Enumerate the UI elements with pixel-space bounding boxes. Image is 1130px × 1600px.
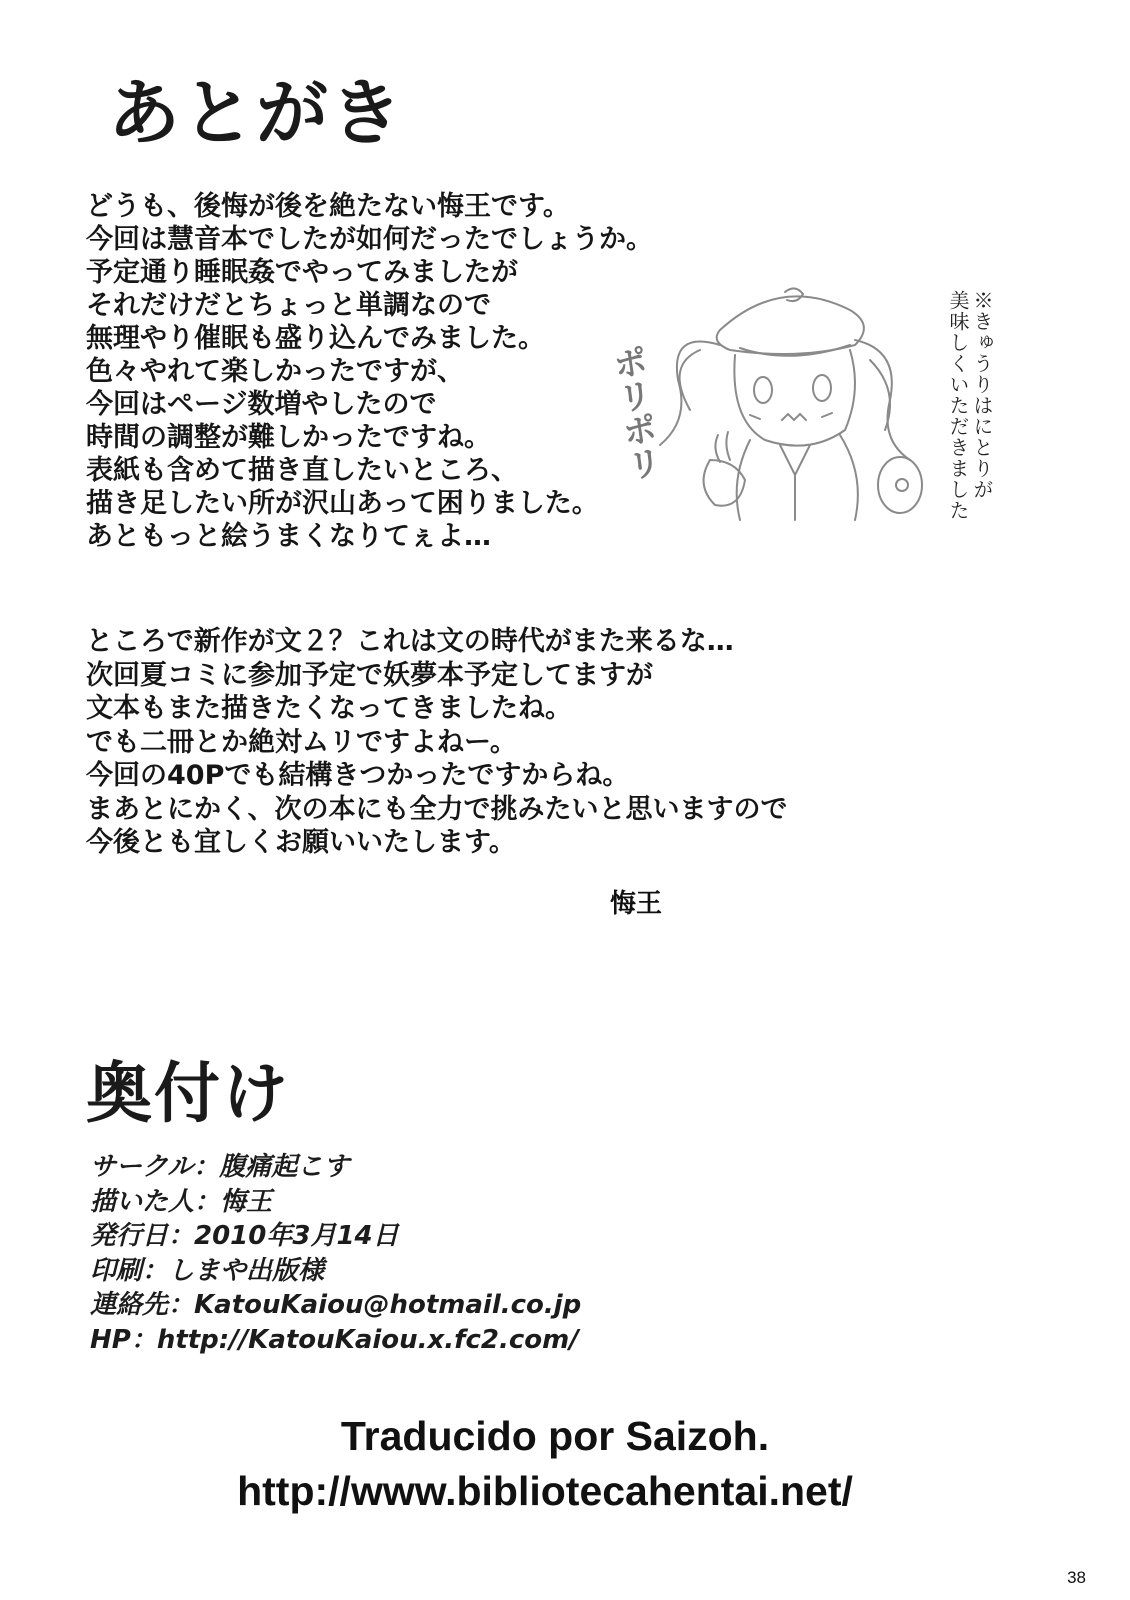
afterword-line: ところで新作が文２？これは文の時代がまた来るな… [86,626,734,657]
afterword-line: 今回の40Pでも結構きつかったですからね。 [86,760,630,791]
afterword-line: 時間の調整が難しかったですね。 [86,422,491,453]
scanlation-site-url: http://www.bibliotecahentai.net/ [237,1468,853,1514]
afterword-paragraph-2 [86,625,906,860]
colophon-artist: 描いた人：悔王 [90,1186,273,1217]
colophon-homepage: HP：http://KatouKaiou.x.fc2.com/ [90,1324,579,1355]
afterword-line: 次回夏コミに参加予定で妖夢本予定してますが [86,659,653,691]
sfx-crunch: ポリポリ [604,342,664,484]
page-number: 38 [1067,1568,1086,1587]
afterword-line: 予定通り睡眠姦でやってみましたが [86,257,518,288]
translator-credit: Traducido por Saizoh. [340,1413,770,1459]
afterword-line: 文本もまた描きたくなってきましたね。 [86,693,572,724]
illustration-note-line-2: 美味しくいただきました [946,290,970,521]
colophon-contact: 連絡先：KatouKaiou@hotmail.co.jp [90,1290,582,1320]
afterword-line: 色々やれて楽しかったですが、 [86,356,464,387]
afterword-line: でも二冊とか絶対ムリですよねー。 [86,726,517,758]
colophon-printer: 印刷：しまや出版様 [90,1255,325,1286]
afterword-signature: 悔王 [610,889,663,919]
afterword-line: 描き足したい所が沢山あって困りました。 [86,488,599,519]
colophon-circle: サークル：腹痛起こす [90,1152,350,1182]
afterword-line: 無理やり催眠も盛り込んでみました。 [86,323,545,354]
afterword-line: あともっと絵うまくなりてぇよ… [86,521,491,552]
colophon-release-date: 発行日：2010年3月14日 [90,1221,399,1251]
colophon-title: 奥付け [86,1055,290,1132]
afterword-line: どうも、後悔が後を絶たない悔王です。 [86,191,570,222]
afterword-title: あとがき [108,71,405,155]
afterword-line: 表紙も含めて描き直したいところ、 [86,455,518,486]
afterword-line: 今回はページ数増やしたので [86,389,437,420]
colophon-details [90,1150,581,1357]
afterword-line: 今後とも宜しくお願いいたします。 [86,827,516,858]
afterword-line: まあとにかく、次の本にも全力で挑みたいと思いますので [86,793,788,825]
afterword-line: 今回は慧音本でしたが如何だったでしょうか。 [86,224,653,255]
afterword-line: それだけだとちょっと単調なので [86,290,491,321]
illustration-note-line-1: ※きゅうりはにとりが [970,290,994,500]
